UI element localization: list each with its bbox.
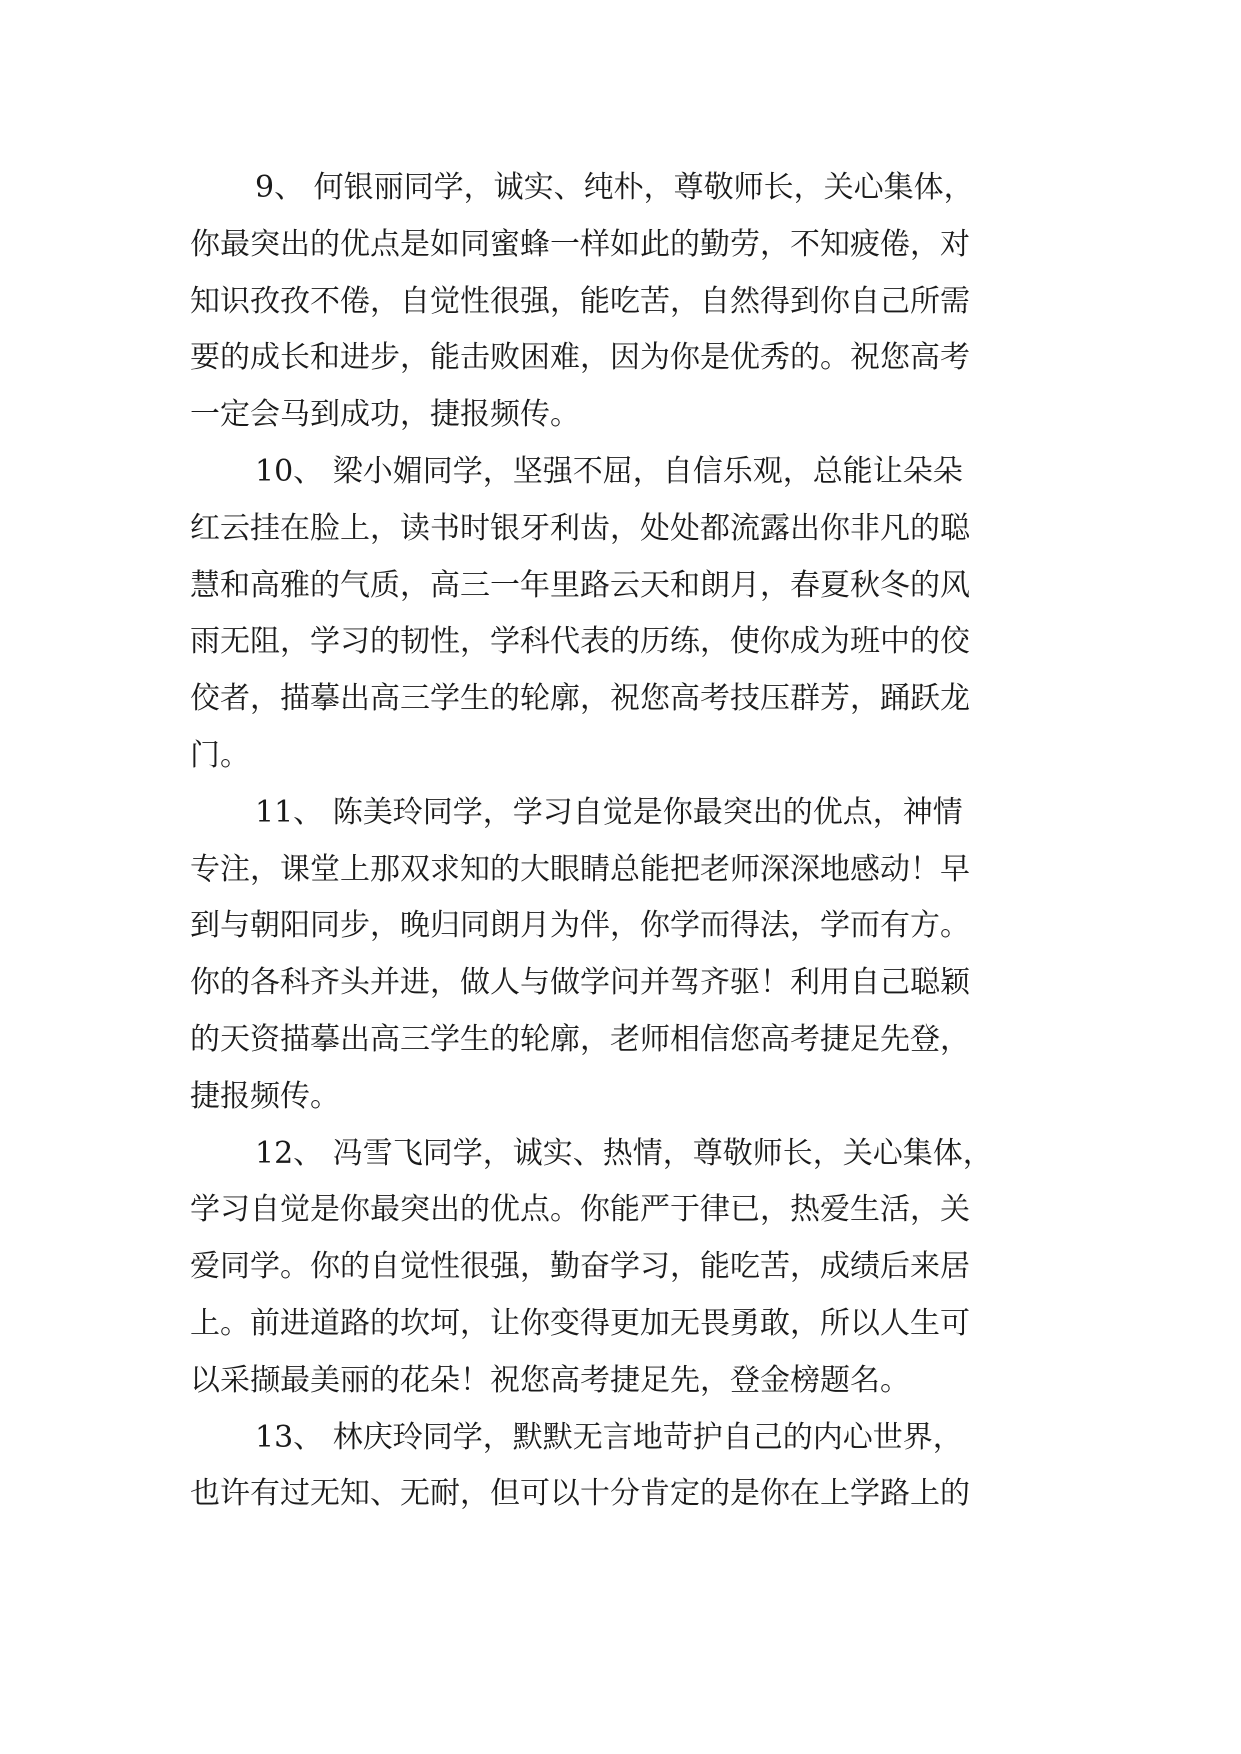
paragraph-line: 上。前进道路的坎坷，让你变得更加无畏勇敢，所以人生可 xyxy=(190,1305,970,1341)
paragraph-line: 的天资描摹出高三学生的轮廓，老师相信您高考捷足先登， xyxy=(190,1021,970,1057)
paragraph-line: 捷报频传。 xyxy=(190,1078,340,1114)
paragraph-line: 要的成长和进步，能击败困难，因为你是优秀的。祝您高考 xyxy=(190,340,970,376)
paragraph-12 xyxy=(190,1126,1070,1410)
paragraph-9 xyxy=(190,160,1070,444)
paragraph-line: 慧和高雅的气质，高三一年里路云天和朗月，春夏秋冬的风 xyxy=(190,567,970,603)
paragraph-line: 12、 冯雪飞同学，诚实、热情，尊敬师长，关心集体， xyxy=(255,1135,993,1171)
paragraph-line: 雨无阻，学习的韧性，学科代表的历练，使你成为班中的佼 xyxy=(190,624,970,660)
paragraph-line: 专注，课堂上那双求知的大眼睛总能把老师深深地感动！早 xyxy=(190,851,970,887)
paragraph-line: 一定会马到成功，捷报频传。 xyxy=(190,397,580,433)
paragraph-line: 10、 梁小媚同学，坚强不屈，自信乐观，总能让朵朵 xyxy=(255,453,963,489)
paragraph-line: 11、 陈美玲同学，学习自觉是你最突出的优点，神情 xyxy=(255,794,963,830)
paragraph-line: 佼者，描摹出高三学生的轮廓，祝您高考技压群芳，踊跃龙 xyxy=(190,681,970,717)
paragraph-line: 到与朝阳同步，晚归同朗月为伴，你学而得法，学而有方。 xyxy=(190,908,970,944)
document-body xyxy=(190,160,1070,1523)
paragraph-line: 红云挂在脸上，读书时银牙利齿，处处都流露出你非凡的聪 xyxy=(190,510,970,546)
paragraph-line: 也许有过无知、无耐，但可以十分肯定的是你在上学路上的 xyxy=(190,1476,970,1512)
paragraph-10 xyxy=(190,444,1070,785)
paragraph-line: 13、 林庆玲同学，默默无言地苛护自己的内心世界， xyxy=(255,1419,963,1455)
paragraph-line: 爱同学。你的自觉性很强，勤奋学习，能吃苦，成绩后来居 xyxy=(190,1249,970,1285)
paragraph-line: 学习自觉是你最突出的优点。你能严于律已，热爱生活，关 xyxy=(190,1192,970,1228)
paragraph-11 xyxy=(190,785,1070,1126)
paragraph-13 xyxy=(190,1410,1070,1524)
paragraph-line: 知识孜孜不倦，自觉性很强，能吃苦，自然得到你自己所需 xyxy=(190,283,970,319)
paragraph-line: 门。 xyxy=(190,737,250,773)
paragraph-line: 9、 何银丽同学，诚实、纯朴，尊敬师长，关心集体， xyxy=(255,170,974,205)
paragraph-line: 以采撷最美丽的花朵！祝您高考捷足先，登金榜题名。 xyxy=(190,1362,910,1398)
paragraph-line: 你最突出的优点是如同蜜蜂一样如此的勤劳，不知疲倦，对 xyxy=(190,226,970,262)
paragraph-line: 你的各科齐头并进，做人与做学问并驾齐驱！利用自己聪颖 xyxy=(190,965,970,1001)
